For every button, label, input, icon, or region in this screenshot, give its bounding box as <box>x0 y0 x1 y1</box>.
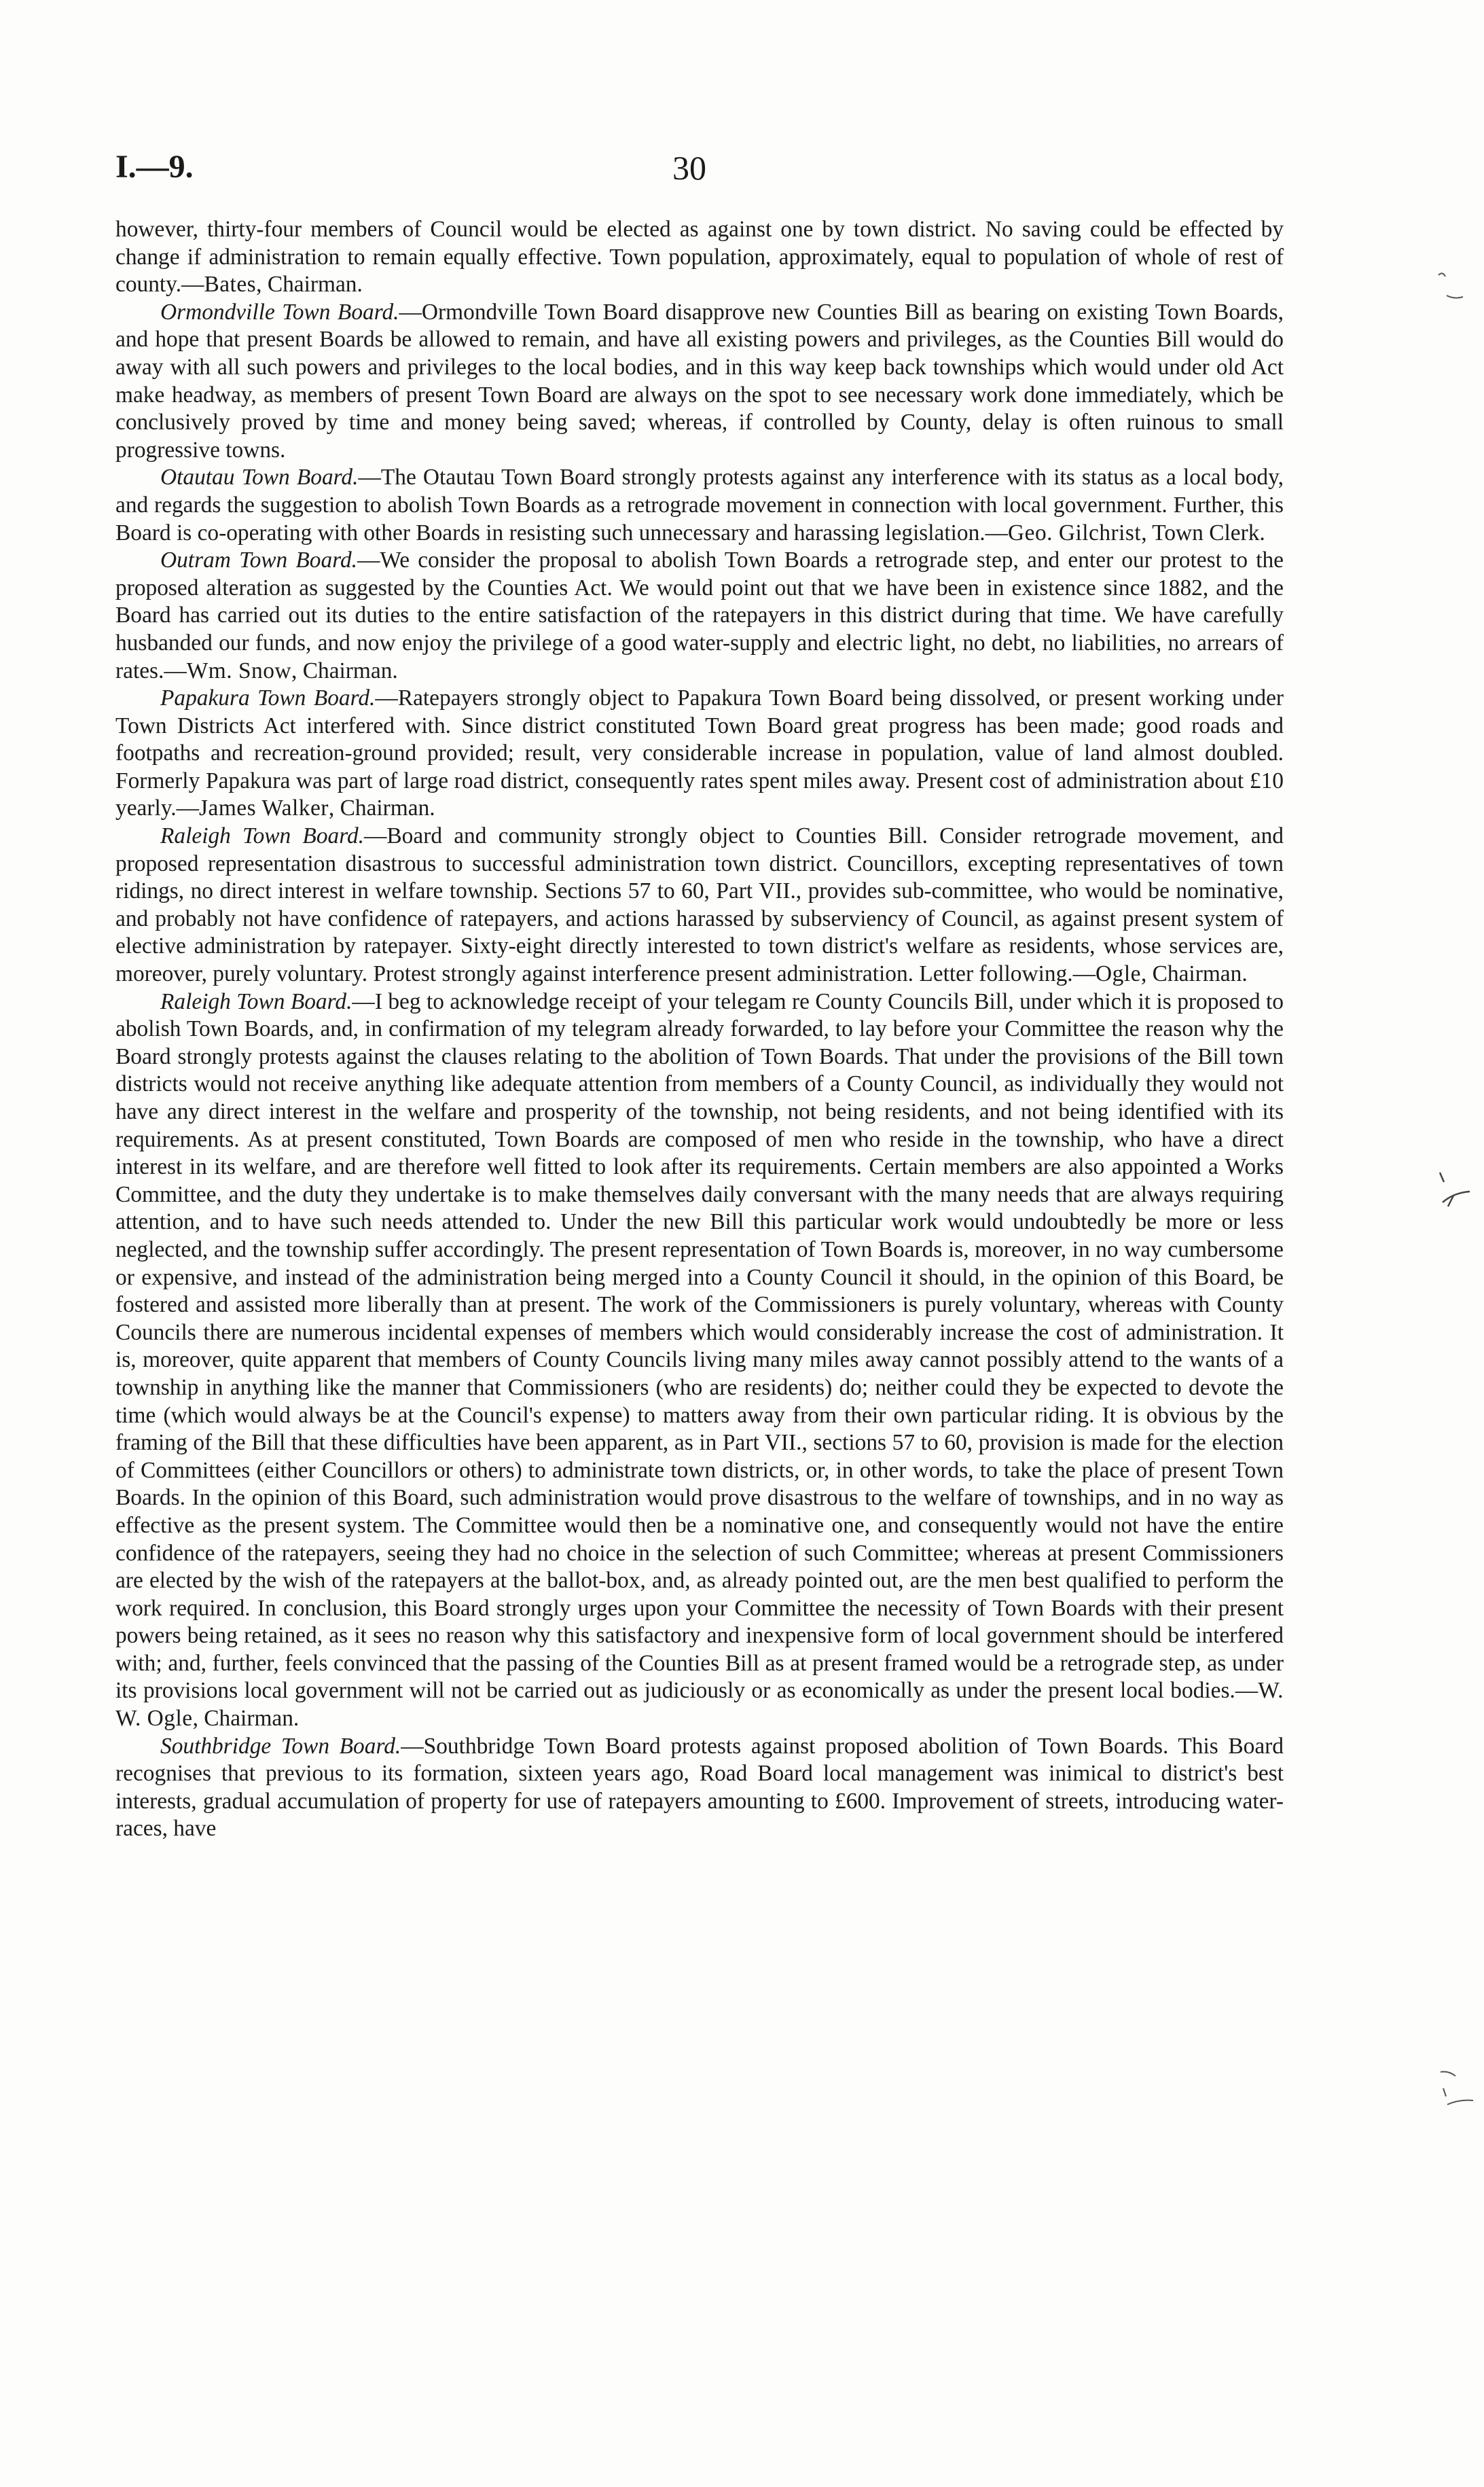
board-name: Southbridge Town Board. <box>160 1733 401 1759</box>
board-name: Ormondville Town Board. <box>160 299 399 325</box>
page-number: 30 <box>672 149 706 187</box>
paragraph-outram <box>115 547 1284 685</box>
paragraph-southbridge <box>115 1733 1284 1843</box>
board-name: Outram Town Board. <box>160 548 357 573</box>
margin-mark-middle <box>1433 1168 1474 1216</box>
document-body <box>115 216 1284 2268</box>
signer-name: Geo. Gilchrist <box>1008 520 1142 545</box>
margin-mark-top <box>1433 268 1467 309</box>
signer-title: , Chairman. <box>256 272 363 298</box>
board-dash: — <box>357 548 380 573</box>
board-dash: — <box>364 823 387 849</box>
margin-mark-bottom <box>1436 2065 1477 2113</box>
signer-title: , Chairman. <box>291 658 398 683</box>
board-dash: — <box>358 465 381 490</box>
signer-name: Bates <box>204 272 257 298</box>
signer-name: Wm. Snow <box>186 658 292 683</box>
board-dash: — <box>399 299 422 325</box>
paragraph-text: We consider the proposal to abolish Town Boards a retrograde step, and enter our protest to the proposed alteration as suggested by the Counties Act. We would point out that we have been in existence since 1882, and the Board has carried out its duties to the entire satisfaction of the ratepayers in this district during that time. We have carefully husbanded our funds, and now enjoy the privilege of a good water-supply and electric light, no debt, no liabilities, no arrears of rates.— <box>115 548 1284 683</box>
signer-name: James Walker <box>199 795 329 821</box>
board-name: Raleigh Town Board. <box>160 988 352 1014</box>
paragraph-text: Southbridge Town Board protests against proposed abolition of Town Boards. This Board recognises that previous to its formation, sixteen years ago, Road Board local management was inimical to district's best interests, gradual accumulation of property for use of ratepayers amounting to £600. Improvement of streets, introducing water-races, have <box>115 1733 1284 1842</box>
board-dash: — <box>375 685 398 711</box>
paragraph-text: Ormondville Town Board disapprove new Counties Bill as bearing on existing Town Boards, and hope that present Boards be allowed to remain, and have all existing powers and privileges, as the Counties Bill would do away with all such powers and privileges to the local bodies, and in this way keep back townships which would under old Act make headway, as members of present Town Board are always on the spot to see necessary work done immediately, which be conclusively proved by time and money being saved; whereas, if controlled by County, delay is often ruinous to small progressive towns. <box>115 299 1284 463</box>
board-name: Raleigh Town Board. <box>160 823 365 849</box>
board-name: Otautau Town Board. <box>160 465 359 490</box>
board-dash: — <box>401 1733 424 1759</box>
signer-name: W. W. Ogle <box>115 1678 1284 1732</box>
signer-name: Ogle <box>1096 961 1141 987</box>
paragraph-text: Board and community strongly object to Counties Bill. Consider retrograde movement, and proposed representation disastrous to successful administration town district. Councillors, excepting representatives of town ridings, no direct interest in welfare township. Sections 57 to 60, Part VII., provides sub-committee, who would be nominative, and probably not have confidence of ratepayers, and actions harassed by subserviency of Council, as against present system of elective administration by ratepayer. Sixty-eight directly interested to town district's welfare as residents, whose services are, moreover, purely voluntary. Protest strongly against interference present administration. Letter following.— <box>115 823 1284 987</box>
paragraph-text: The Otautau Town Board strongly protests against any interference with its status as a local body, and regards the suggestion to abolish Town Boards as a retrograde movement in connection with local government. Further, this Board is co-operating with other Boards in resisting such unnecessary and harassing legislation.— <box>115 465 1284 545</box>
page-header <box>115 148 1284 196</box>
paragraph-bates-continuation <box>115 216 1284 299</box>
board-name: Papakura Town Board. <box>160 685 376 711</box>
signer-title: , Chairman. <box>192 1706 300 1732</box>
paragraph-raleigh-letter <box>115 988 1284 1733</box>
board-dash: — <box>352 988 375 1014</box>
paragraph-text: Ratepayers strongly object to Papakura Town Board being dissolved, or present working under Town Districts Act interfered with. Since district constituted Town Board great progress has been made; good roads and footpaths and recreation-ground provided; result, very considerable increase in population, value of land almost doubled. Formerly Papakura was part of large road district, consequently rates spent miles away. Present cost of administration about £10 yearly.— <box>115 685 1284 821</box>
signer-title: , Chairman. <box>328 795 435 821</box>
paragraph-otautau <box>115 464 1284 547</box>
paragraph-text: I beg to acknowledge receipt of your telegam re County Councils Bill, under which it is proposed to abolish Town Boards, and, in confirmation of my telegram already forwarded, to lay before your Committee the reason why the Board strongly protests against the clauses relating to the abolition of Town Boards. That under the provisions of the Bill town districts would not receive anything like adequate attention from members of a County Council, as individually they would not have any direct interest in the welfare and prosperity of the township, not being residents, and not being identified with its requirements. As at present constituted, Town Boards are composed of men who reside in the township, who have a direct interest in its welfare, and are therefore well fitted to look after its requirements. Certain members are also appointed a Works Committee, and the duty they undertake is to make themselves daily conversant with the many needs that are always requiring attention, and to have such needs attended to. Under the new Bill this particular work would undoubtedly be more or less neglected, and the township suffer accordingly. The present representation of Town Boards is, moreover, in no way cumbersome or expensive, and instead of the administration being merged into a County Council it should, in the opinion of this Board, be fostered and assisted more liberally than at present. The work of the Commissioners is purely voluntary, whereas with County Councils there are numerous incidental expenses of members which would considerably increase the cost of administration. It is, moreover, quite apparent that members of County Councils living many miles away cannot possibly attend to the wants of a township in anything like the manner that Commissioners (who are residents) do; neither could they be expected to devote the time (which would always be at the Council's expense) to matters away from their own particular riding. It is obvious by the framing of the Bill that these difficulties have been apparent, as in Part VII., sections 57 to 60, provision is made for the election of Committees (either Councillors or others) to administrate town districts, or, in other words, to take the place of present Town Boards. In the opinion of this Board, such administration would prove disastrous to the welfare of townships, and in no way as effective as the present system. The Committee would then be a nominative one, and consequently would not have the entire confidence of the ratepayers, seeing they had no choice in the selection of such Committee; whereas at present Commissioners are elected by the wish of the ratepayers at the ballot-box, and, as already pointed out, are the men best qualified to perform the work required. In conclusion, this Board strongly urges upon your Committee the necessity of Town Boards with their present powers being retained, as it sees no reason why this satisfactory and inexpensive form of local government should be interfered with; and, further, feels convinced that the passing of the Counties Bill as at present framed would be a retrograde step, as under its provisions local government will not be carried out as judiciously or as economically as under the present local bodies.— <box>115 988 1284 1704</box>
paragraph-raleigh-telegram <box>115 823 1284 988</box>
paragraph-ormondville <box>115 299 1284 465</box>
paragraph-papakura <box>115 685 1284 823</box>
document-reference: I.—9. <box>115 149 194 185</box>
signer-title: , Town Clerk. <box>1141 520 1265 545</box>
paragraph-text: however, thirty-four members of Council would be elected as against one by town district. No saving could be effected by change if administration to remain equally effective. Town population, approximately, equal to population of whole of rest of county.— <box>115 217 1284 298</box>
signer-title: , Chairman. <box>1140 961 1248 987</box>
